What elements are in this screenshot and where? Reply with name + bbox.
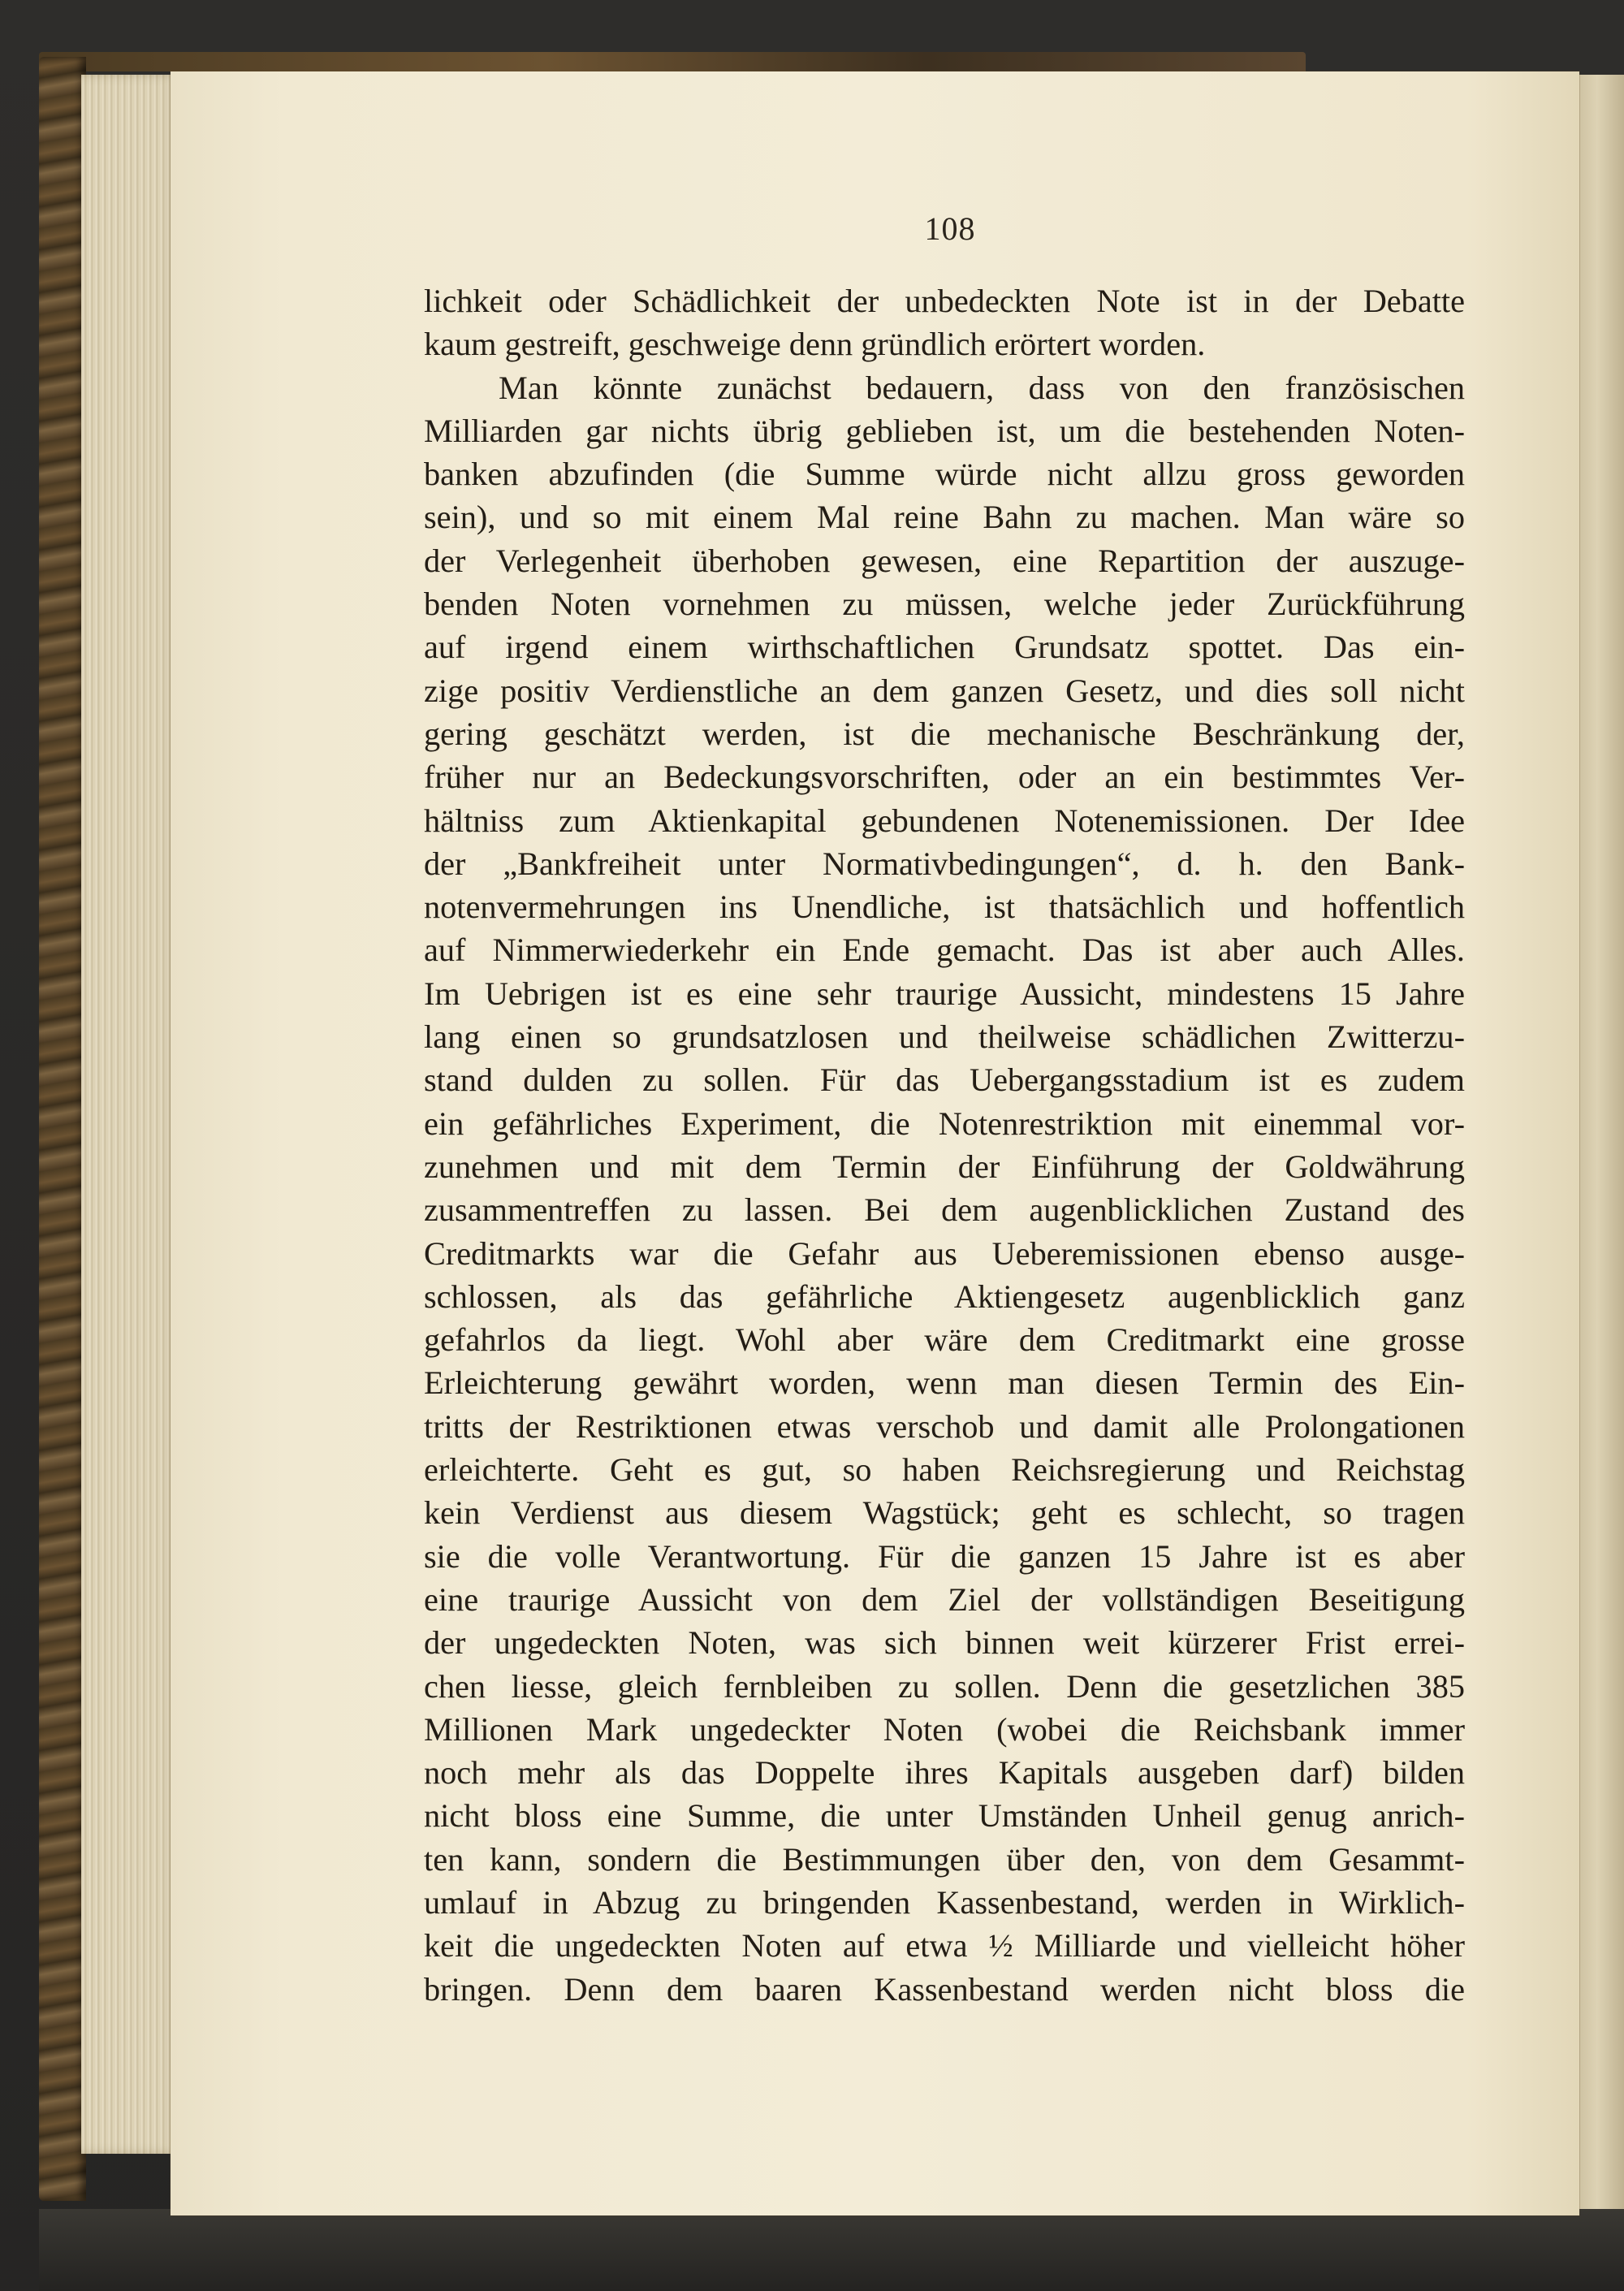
text-line: schlossen, als das gefährliche Aktiengesetz augenblicklich ganz bbox=[424, 1277, 1465, 1315]
text-line: erleichterte. Geht es gut, so haben Reichsregierung und Reichstag bbox=[424, 1451, 1465, 1489]
text-line: der Verlegenheit überhoben gewesen, eine Repartition der auszuge- bbox=[424, 542, 1465, 579]
text-line: sein), und so mit einem Mal reine Bahn zu machen. Man wäre so bbox=[424, 499, 1465, 536]
text-line: stand dulden zu sollen. Für das Uebergangsstadium ist es zudem bbox=[424, 1061, 1465, 1099]
bottom-shadow bbox=[39, 2209, 1624, 2291]
page-number: 108 bbox=[924, 210, 976, 247]
text-line: auf irgend einem wirthschaftlichen Grundsatz spottet. Das ein- bbox=[424, 629, 1465, 666]
text-line: ein gefährliches Experiment, die Notenrestriktion mit einemmal vor- bbox=[424, 1104, 1465, 1142]
text-line: sie die volle Verantwortung. Für die ganzen 15 Jahre ist es aber bbox=[424, 1537, 1465, 1575]
text-line: der ungedeckten Noten, was sich binnen weit kürzerer Frist errei- bbox=[424, 1624, 1465, 1662]
text-line: noch mehr als das Doppelte ihres Kapitals ausgeben darf) bilden bbox=[424, 1754, 1465, 1792]
text-line: Man könnte zunächst bedauern, dass von den französischen bbox=[499, 369, 1465, 406]
text-line: notenvermehrungen ins Unendliche, ist thatsächlich und hoffentlich bbox=[424, 888, 1465, 926]
text-line: chen liesse, gleich fernbleiben zu sollen. Denn die gesetzlichen 385 bbox=[424, 1667, 1465, 1705]
book-cover-top-edge bbox=[39, 52, 1306, 71]
text-line: kein Verdienst aus diesem Wagstück; geht es schlecht, so tragen bbox=[424, 1494, 1465, 1532]
text-line: keit die ungedeckten Noten auf etwa ½ Milliarde und vielleicht höher bbox=[424, 1927, 1465, 1965]
facing-page-edge bbox=[1579, 75, 1624, 2215]
page-stack-edge bbox=[81, 75, 179, 2154]
text-line: lichkeit oder Schädlichkeit der unbedeckten Note ist in der Debatte bbox=[424, 283, 1465, 319]
text-line: früher nur an Bedeckungsvorschriften, oder an ein bestimmtes Ver- bbox=[424, 759, 1465, 796]
text-line: Im Uebrigen ist es eine sehr traurige Aussicht, mindestens 15 Jahre bbox=[424, 975, 1465, 1012]
text-line: eine traurige Aussicht von dem Ziel der vollständigen Beseitigung bbox=[424, 1580, 1465, 1618]
page-body-text bbox=[424, 279, 1465, 2011]
text-line: umlauf in Abzug zu bringenden Kassenbestand, werden in Wirklich- bbox=[424, 1883, 1465, 1921]
text-line: bringen. Denn dem baaren Kassenbestand werden nicht bloss die bbox=[424, 1970, 1465, 2008]
text-line: gefahrlos da liegt. Wohl aber wäre dem Creditmarkt eine grosse bbox=[424, 1321, 1465, 1359]
text-line: zusammentreffen zu lassen. Bei dem augenblicklichen Zustand des bbox=[424, 1191, 1465, 1229]
text-line: lang einen so grundsatzlosen und theilweise schädlichen Zwitterzu- bbox=[424, 1018, 1465, 1056]
text-line: hältniss zum Aktienkapital gebundenen Notenemissionen. Der Idee bbox=[424, 802, 1465, 839]
text-line: tritts der Restriktionen etwas verschob und damit alle Prolongationen bbox=[424, 1407, 1465, 1445]
marbled-book-cover bbox=[39, 57, 86, 2201]
text-line: gering geschätzt werden, ist die mechanische Beschränkung der, bbox=[424, 715, 1465, 752]
text-line: zunehmen und mit dem Termin der Einführung der Goldwährung bbox=[424, 1148, 1465, 1185]
text-line: Milliarden gar nichts übrig geblieben ist, um die bestehenden Noten- bbox=[424, 412, 1465, 449]
text-line: banken abzufinden (die Summe würde nicht allzu gross geworden bbox=[424, 456, 1465, 493]
text-line: benden Noten vornehmen zu müssen, welche jeder Zurückführung bbox=[424, 586, 1465, 623]
text-line: Millionen Mark ungedeckter Noten (wobei die Reichsbank immer bbox=[424, 1710, 1465, 1748]
text-line: ten kann, sondern die Bestimmungen über den, von dem Gesammt- bbox=[424, 1840, 1465, 1878]
text-line: auf Nimmerwiederkehr ein Ende gemacht. Das ist aber auch Alles. bbox=[424, 932, 1465, 969]
text-line: Erleichterung gewährt worden, wenn man diesen Termin des Ein- bbox=[424, 1364, 1465, 1402]
text-line: kaum gestreift, geschweige denn gründlich erörtert worden. bbox=[424, 326, 1206, 363]
text-line: nicht bloss eine Summe, die unter Umständen Unheil genug anrich- bbox=[424, 1797, 1465, 1835]
text-line: Creditmarkts war die Gefahr aus Ueberemissionen ebenso ausge- bbox=[424, 1234, 1465, 1272]
text-line: zige positiv Verdienstliche an dem ganzen Gesetz, und dies soll nicht bbox=[424, 672, 1465, 709]
text-line: der „Bankfreiheit unter Normativbedingungen“, d. h. den Bank- bbox=[424, 845, 1465, 882]
